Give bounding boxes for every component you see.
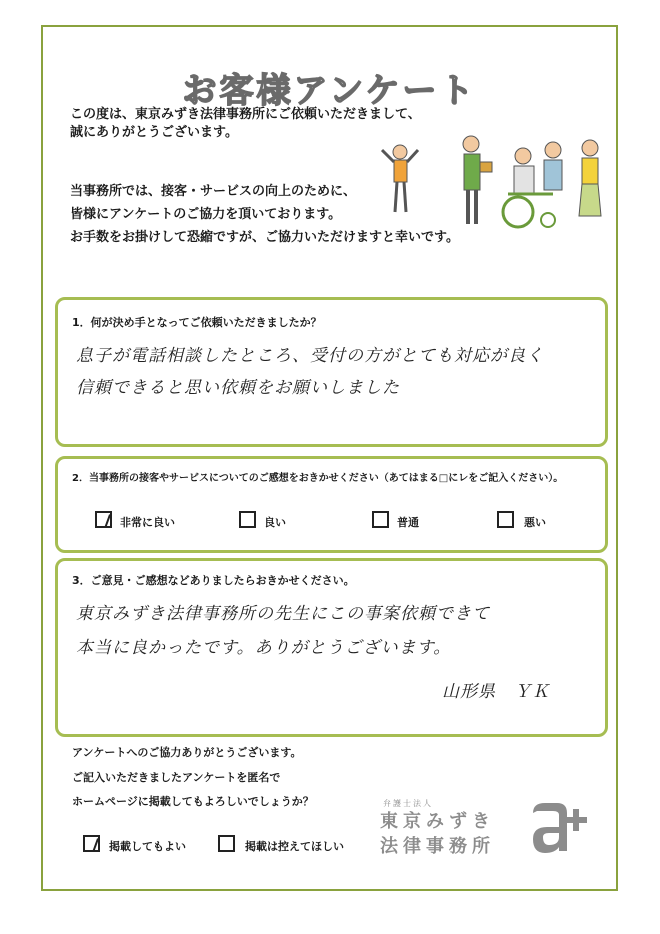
question-1-answer-line-1: 息子が電話相談したところ、受付の方がとても対応が良く <box>76 346 544 366</box>
question-3-answer-line-1: 東京みずき法律事務所の先生にこの事案依頼できて <box>76 604 490 624</box>
intro-line-3: 当事務所では、接客・サービスの向上のために、 <box>70 184 357 199</box>
firm-name-line-2: 法律事務所 <box>380 836 495 857</box>
publish-ok-checkbox[interactable] <box>83 835 100 852</box>
question-3-signature: 山形県 ＹＫ <box>442 682 550 702</box>
question-2-label: 2．当事務所の接客やサービスについてのご感想をおきかせください（あてはまる□にレをご記入ください）。 <box>72 473 564 484</box>
survey-sheet <box>41 25 618 891</box>
question-2-box <box>55 456 608 553</box>
intro-line-1: この度は、東京みずき法律事務所にご依頼いただきまして、 <box>70 107 421 122</box>
option-bad-checkbox[interactable] <box>497 511 514 528</box>
option-good-checkbox[interactable] <box>239 511 256 528</box>
closing-line-1: アンケートへのご協力ありがとうございます。 <box>72 746 302 759</box>
intro-line-5: お手数をお掛けして恐縮ですが、ご協力いただけますと幸いです。 <box>70 230 459 245</box>
intro-line-4: 皆様にアンケートのご協力を頂いております。 <box>70 207 342 222</box>
publish-decline-label: 掲載は控えてほしい <box>245 840 344 853</box>
question-3-box <box>55 558 608 737</box>
option-very-good-label: 非常に良い <box>120 516 175 529</box>
intro-line-2: 誠にありがとうございます。 <box>70 125 238 140</box>
question-1-label: 1．何が決め手となってご依頼いただきましたか？ <box>72 316 322 329</box>
page-title: お客様アンケート <box>182 71 477 111</box>
closing-line-3: ホームページに掲載してもよろしいでしょうか？ <box>72 795 314 808</box>
question-3-answer-line-2: 本当に良かったです。ありがとうございます。 <box>76 638 452 658</box>
option-bad-label: 悪い <box>524 516 546 529</box>
firm-logo-icon <box>529 797 589 857</box>
firm-name-line-1: 東京みずき <box>380 811 495 832</box>
publish-ok-label: 掲載してもよい <box>109 840 186 853</box>
option-very-good-checkbox[interactable] <box>95 511 112 528</box>
option-average-checkbox[interactable] <box>372 511 389 528</box>
question-1-answer-line-2: 信頼できると思い依頼をお願いしました <box>76 378 400 398</box>
closing-line-2: ご記入いただきましたアンケートを匿名で <box>72 771 281 784</box>
option-average-label: 普通 <box>397 516 419 529</box>
option-good-label: 良い <box>264 516 286 529</box>
publish-decline-checkbox[interactable] <box>218 835 235 852</box>
people-illustration <box>368 112 608 232</box>
question-3-label: 3．ご意見・ご感想などありましたらおきかせください。 <box>72 574 355 587</box>
firm-type: 弁護士法人 <box>383 799 433 808</box>
question-1-box <box>55 297 608 447</box>
